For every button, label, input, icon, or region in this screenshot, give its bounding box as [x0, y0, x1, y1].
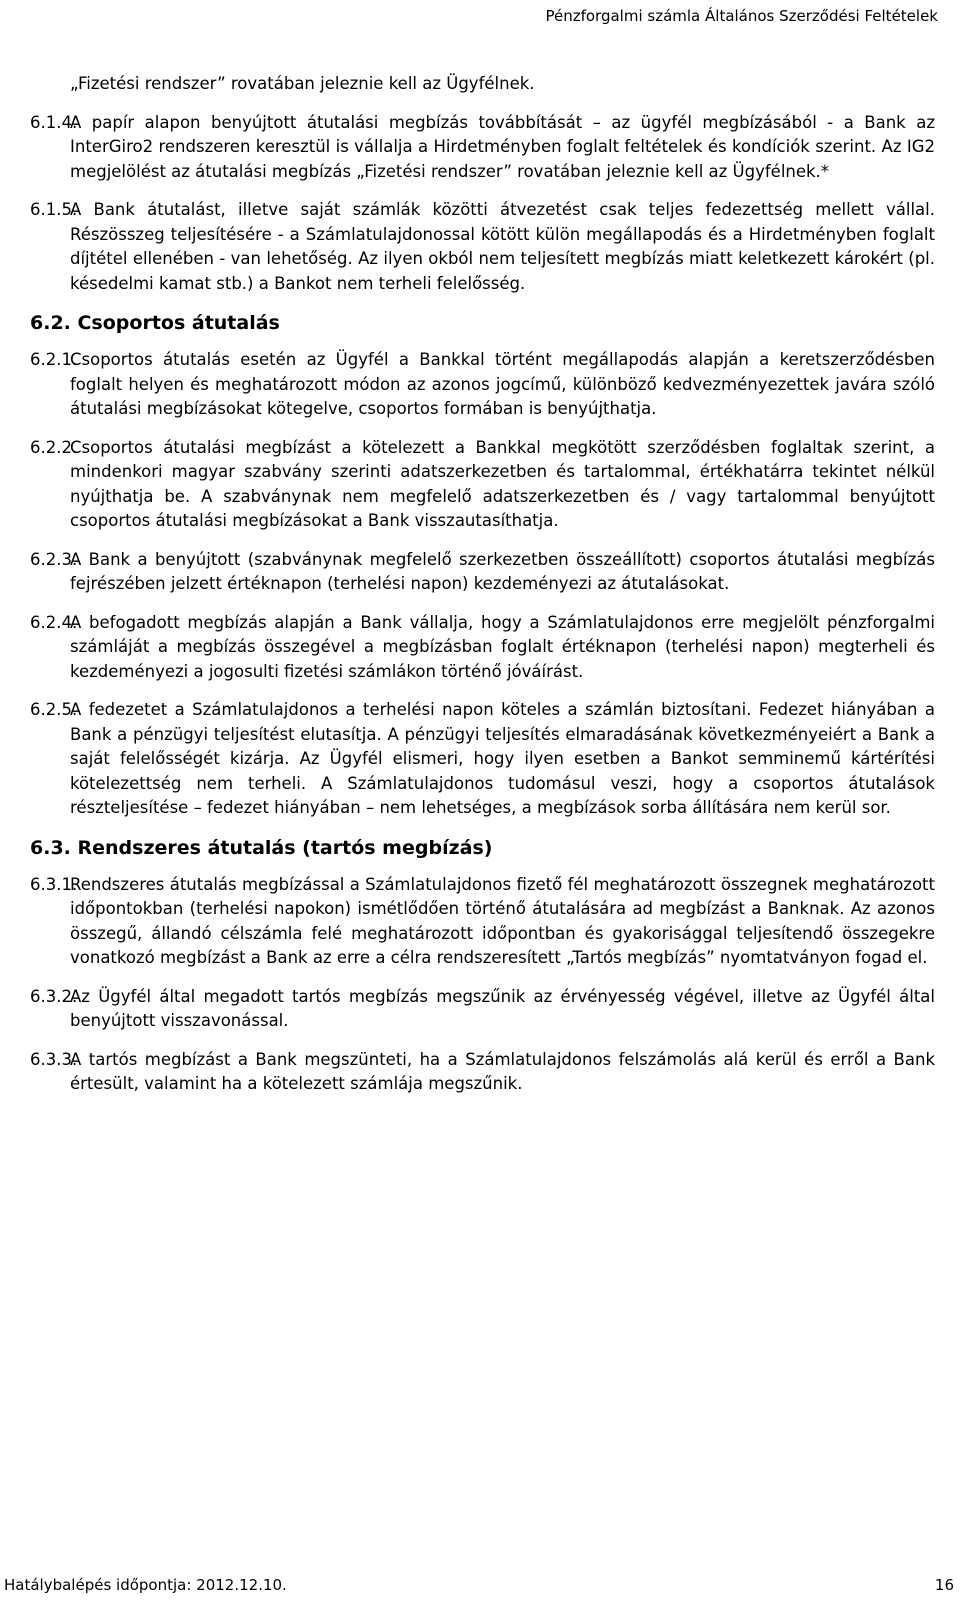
- page-number: 16: [934, 1576, 954, 1594]
- paragraph-6-3-1: [30, 873, 935, 971]
- paragraph-6-1-5: [30, 198, 935, 296]
- paragraph-6-2-2: [30, 436, 935, 534]
- paragraph-text: Csoportos átutalási megbízást a kötelezett a Bankkal megkötött szerződésben foglaltak szerint, a mindenkori magyar szabvány szerinti adatszerkezetben és tartalommal, értékhatárra tekintet nélkül nyújthatja be. A szabványnak nem megfelelő adatszerkezetben és / vagy tartalommal benyújtott csoportos átutalási megbízásokat a Bank visszautasíthatja.: [70, 437, 935, 530]
- paragraph-text: „Fizetési rendszer” rovatában jeleznie kell az Ügyfélnek.: [70, 74, 535, 93]
- paragraph-text: Csoportos átutalás esetén az Ügyfél a Bankkal történt megállapodás alapján a keretszerződésben foglalt helyen és meghatározott módon az azonos jogcímű, különböző kedvezményezettek javára szóló átutalási megbízásokat kötegelve, csoportos formában is benyújthatja.: [70, 350, 935, 418]
- paragraph-number: 6.3.1.: [30, 874, 78, 894]
- paragraph-number: 6.1.4.: [30, 112, 78, 132]
- paragraph-number: 6.1.5.: [30, 200, 78, 219]
- paragraph-number: 6.2.2.: [30, 437, 78, 457]
- paragraph-6-2-1: [30, 348, 935, 422]
- paragraph-number: 6.3.3.: [30, 1049, 78, 1069]
- paragraph-text: A Bank átutalást, illetve saját számlák közötti átvezetést csak teljes fedezettség mellett vállal. Részösszeg teljesítésére - a Számlatulajdonossal kötött külön megállapodás és a Hirdetményben foglalt díjtétel ellenében - van lehetőség. Az ilyen okból nem teljesített megbízás miatt keletkezett károkért (pl. késedelmi kamat stb.) a Bankot nem terheli felelősség.: [70, 200, 935, 293]
- paragraph-continuation: [30, 72, 935, 97]
- paragraph-text: A papír alapon benyújtott átutalási megbízás továbbítását – az ügyfél megbízásából - a Bank az InterGiro2 rendszeren keresztül is vállalja a Hirdetményben foglalt feltételek és kondíciók szerint. Az IG2 megjelölést az átutalási megbízás „Fizetési rendszer” rovatában jeleznie kell az Ügyfélnek.*: [70, 112, 935, 181]
- paragraph-number: 6.2.5.: [30, 700, 78, 719]
- paragraph-text: A fedezetet a Számlatulajdonos a terhelési napon köteles a számlán biztosítani. Fedezet hiányában a Bank a pénzügyi teljesítést elutasítja. A pénzügyi teljesítés elmaradásának következményeiért a Bank a saját felelősségét kizárja. Az Ügyfél elismeri, hogy ilyen esetben a Bankot semminemű kártérítési kötelezettség nem terheli. A Számlatulajdonos tudomásul veszi, hogy a csoportos átutalások részteljesítése – fedezet hiányában – nem lehetséges, a megbízások sorba állítására nem kerül sor.: [70, 700, 935, 817]
- paragraph-number: 6.3.2.: [30, 986, 78, 1006]
- section-heading-6-3: 6.3. Rendszeres átutalás (tartós megbízás): [30, 836, 493, 859]
- paragraph-text: A tartós megbízást a Bank megszünteti, ha a Számlatulajdonos felszámolás alá kerül és erről a Bank értesült, valamint ha a kötelezett számlája megszűnik.: [70, 1049, 935, 1093]
- paragraph-6-2-3: [30, 548, 935, 597]
- paragraph-6-3-3: [30, 1048, 935, 1097]
- effective-date: Hatálybalépés időpontja: 2012.12.10.: [4, 1576, 287, 1594]
- paragraph-text: Az Ügyfél által megadott tartós megbízás megszűnik az érvényesség végével, illetve az Ügyfél által benyújtott visszavonással.: [70, 986, 935, 1030]
- section-heading-6-2: 6.2. Csoportos átutalás: [30, 312, 280, 334]
- page-header: Pénzforgalmi számla Általános Szerződési Feltételek: [545, 7, 938, 25]
- paragraph-number: 6.2.3.: [30, 549, 78, 569]
- paragraph-6-3-2: [30, 985, 935, 1034]
- paragraph-text: A Bank a benyújtott (szabványnak megfelelő szerkezetben összeállított) csoportos átutalási megbízás fejrészében jelzett értéknapon (terhelési napon) kezdeményezi az átutalásokat.: [70, 549, 935, 593]
- paragraph-6-1-4: [30, 111, 935, 185]
- document-body: [30, 72, 935, 1111]
- paragraph-number: 6.2.4.: [30, 612, 78, 632]
- paragraph-number: 6.2.1.: [30, 350, 78, 369]
- paragraph-text: A befogadott megbízás alapján a Bank vállalja, hogy a Számlatulajdonos erre megjelölt pénzforgalmi számláját a megbízás összegével a megbízásban foglalt értéknapon (terhelési napon) megterheli és kezdeményezi a jogosulti fizetési számlákon történő jóváírást.: [70, 612, 935, 681]
- paragraph-text: Rendszeres átutalás megbízással a Számlatulajdonos fizető fél meghatározott összegnek meghatározott időpontokban (terhelési napokon) ismétlődően történő átutalására ad megbízást a Banknak. Az azonos összegű, állandó célszámla felé meghatározott időpontban és gyakorisággal teljesítendő összegekre vonatkozó megbízást a Bank az erre a célra rendszeresített „Tartós megbízás” nyomtatványon fogad el.: [70, 874, 935, 967]
- paragraph-6-2-4: [30, 611, 935, 685]
- paragraph-6-2-5: [30, 698, 935, 821]
